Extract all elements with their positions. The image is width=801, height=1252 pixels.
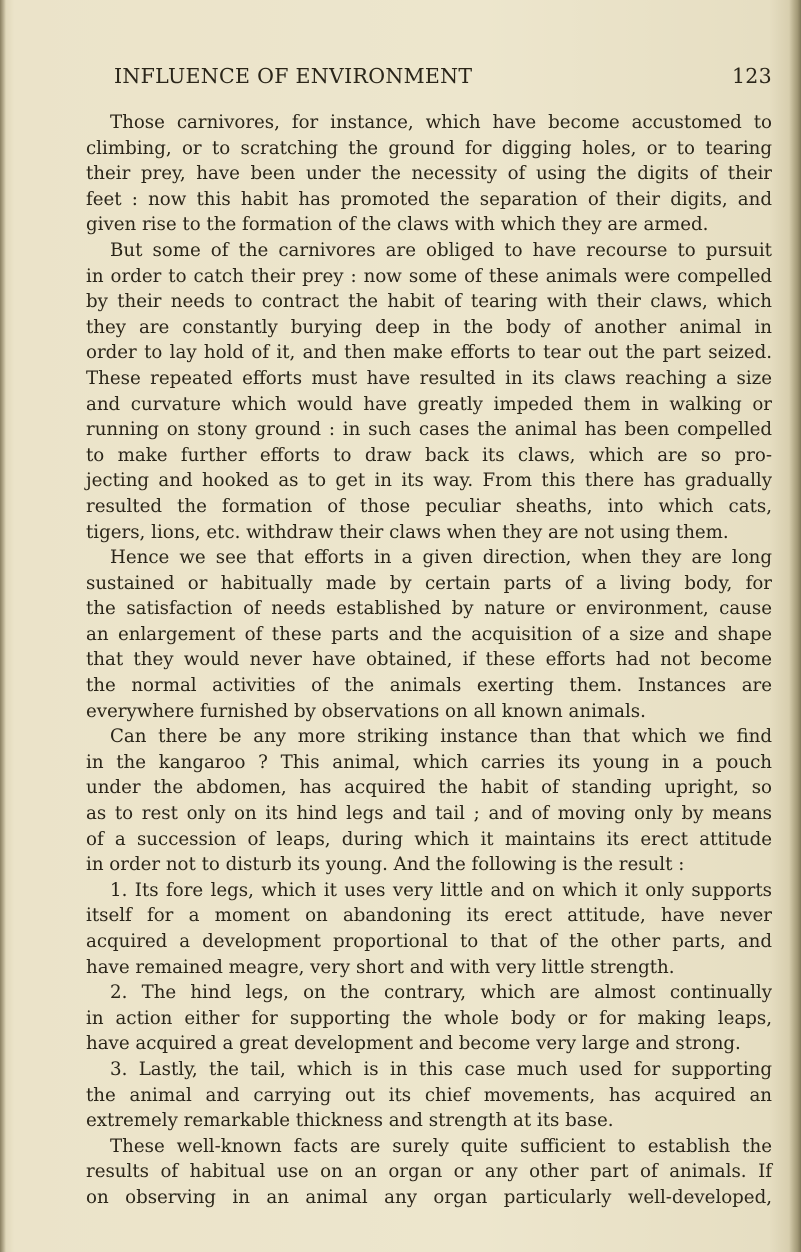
text-line: an enlargement of these parts and the acquisition of a size and shape: [86, 623, 772, 645]
text-line: their prey, have been under the necessity of using the digits of their: [86, 163, 772, 185]
text-line: the normal activities of the animals exerting them. Instances are: [86, 675, 772, 697]
text-line: extremely remarkable thickness and strength at its base.: [86, 1110, 614, 1132]
text-line: Can there be any more striking instance than that which we find: [110, 726, 772, 748]
text-line: feet : now this habit has promoted the separation of their digits, and: [86, 188, 772, 210]
text-line: 1. Its fore legs, which it uses very little and on which it only supports: [110, 879, 772, 901]
text-line: the satisfaction of needs established by nature or environment, cause: [86, 598, 772, 620]
text-line: of a succession of leaps, during which it maintains its erect attitude: [86, 828, 772, 850]
text-line: tigers, lions, etc. withdraw their claws when they are not using them.: [86, 521, 729, 543]
text-line: itself for a moment on abandoning its erect attitude, have never: [86, 905, 772, 927]
text-line: 3. Lastly, the tail, which is in this case much used for supporting: [110, 1058, 772, 1080]
text-line: But some of the carnivores are obliged to have recourse to pursuit: [110, 239, 772, 261]
text-line: sustained or habitually made by certain parts of a living body, for: [86, 572, 772, 594]
text-line: under the abdomen, has acquired the habit of standing upright, so: [86, 777, 772, 799]
text-line: in action either for supporting the whole body or for making leaps,: [86, 1007, 772, 1029]
text-line: Those carnivores, for instance, which have become accustomed to: [110, 112, 772, 133]
text-line: acquired a development proportional to that of the other parts, and: [86, 931, 772, 952]
body-text: [86, 110, 772, 1211]
text-line: climbing, or to scratching the ground for digging holes, or to tearing: [86, 137, 772, 159]
text-line: in order not to disturb its young. And the following is the result :: [86, 854, 685, 876]
text-line: the animal and carrying out its chief movements, has acquired an: [86, 1084, 772, 1106]
text-line: These well-known facts are surely quite sufficient to establish the: [110, 1135, 772, 1157]
text-line: they are constantly burying deep in the body of another animal in: [86, 316, 772, 338]
text-line: in order to catch their prey : now some of these animals were compelled: [86, 265, 772, 287]
text-line: that they would never have obtained, if these efforts had not become: [86, 649, 772, 671]
text-line: to make further efforts to draw back its claws, which are so pro-: [86, 444, 772, 466]
text-line: by their needs to contract the habit of tearing with their claws, which: [86, 291, 772, 313]
text-line: have remained meagre, very short and with very little strength.: [86, 956, 675, 978]
text-line: given rise to the formation of the claws with which they are armed.: [86, 214, 709, 236]
text-line: jecting and hooked as to get in its way. From this there has gradually: [86, 470, 772, 492]
text-line: and curvature which would have greatly impeded them in walking or: [86, 393, 772, 415]
text-line: in the kangaroo ? This animal, which carries its young in a pouch: [86, 751, 772, 773]
page-header: [114, 64, 772, 92]
page-number: 123: [731, 64, 772, 88]
text-line: as to rest only on its hind legs and tail ; and of moving only by means: [86, 803, 772, 825]
text-line: Hence we see that efforts in a given direction, when they are long: [110, 547, 772, 569]
text-line: have acquired a great development and become very large and strong.: [86, 1033, 741, 1055]
text-line: everywhere furnished by observations on all known animals.: [86, 700, 646, 722]
page-right-edge: [789, 0, 801, 1252]
text-line: These repeated efforts must have resulted in its claws reaching a size: [86, 367, 772, 389]
text-line: running on stony ground : in such cases the animal has been compelled: [86, 419, 772, 441]
running-title: INFLUENCE OF ENVIRONMENT: [114, 64, 473, 88]
text-line: on observing in an animal any organ particularly well-developed,: [86, 1186, 772, 1208]
page-left-edge: [0, 0, 6, 1252]
text-line: results of habitual use on an organ or any other part of animals. If: [86, 1161, 772, 1183]
text-line: order to lay hold of it, and then make efforts to tear out the part seized.: [86, 342, 772, 364]
text-line: resulted the formation of those peculiar sheaths, into which cats,: [86, 495, 772, 517]
text-line: 2. The hind legs, on the contrary, which are almost continually: [110, 982, 772, 1004]
